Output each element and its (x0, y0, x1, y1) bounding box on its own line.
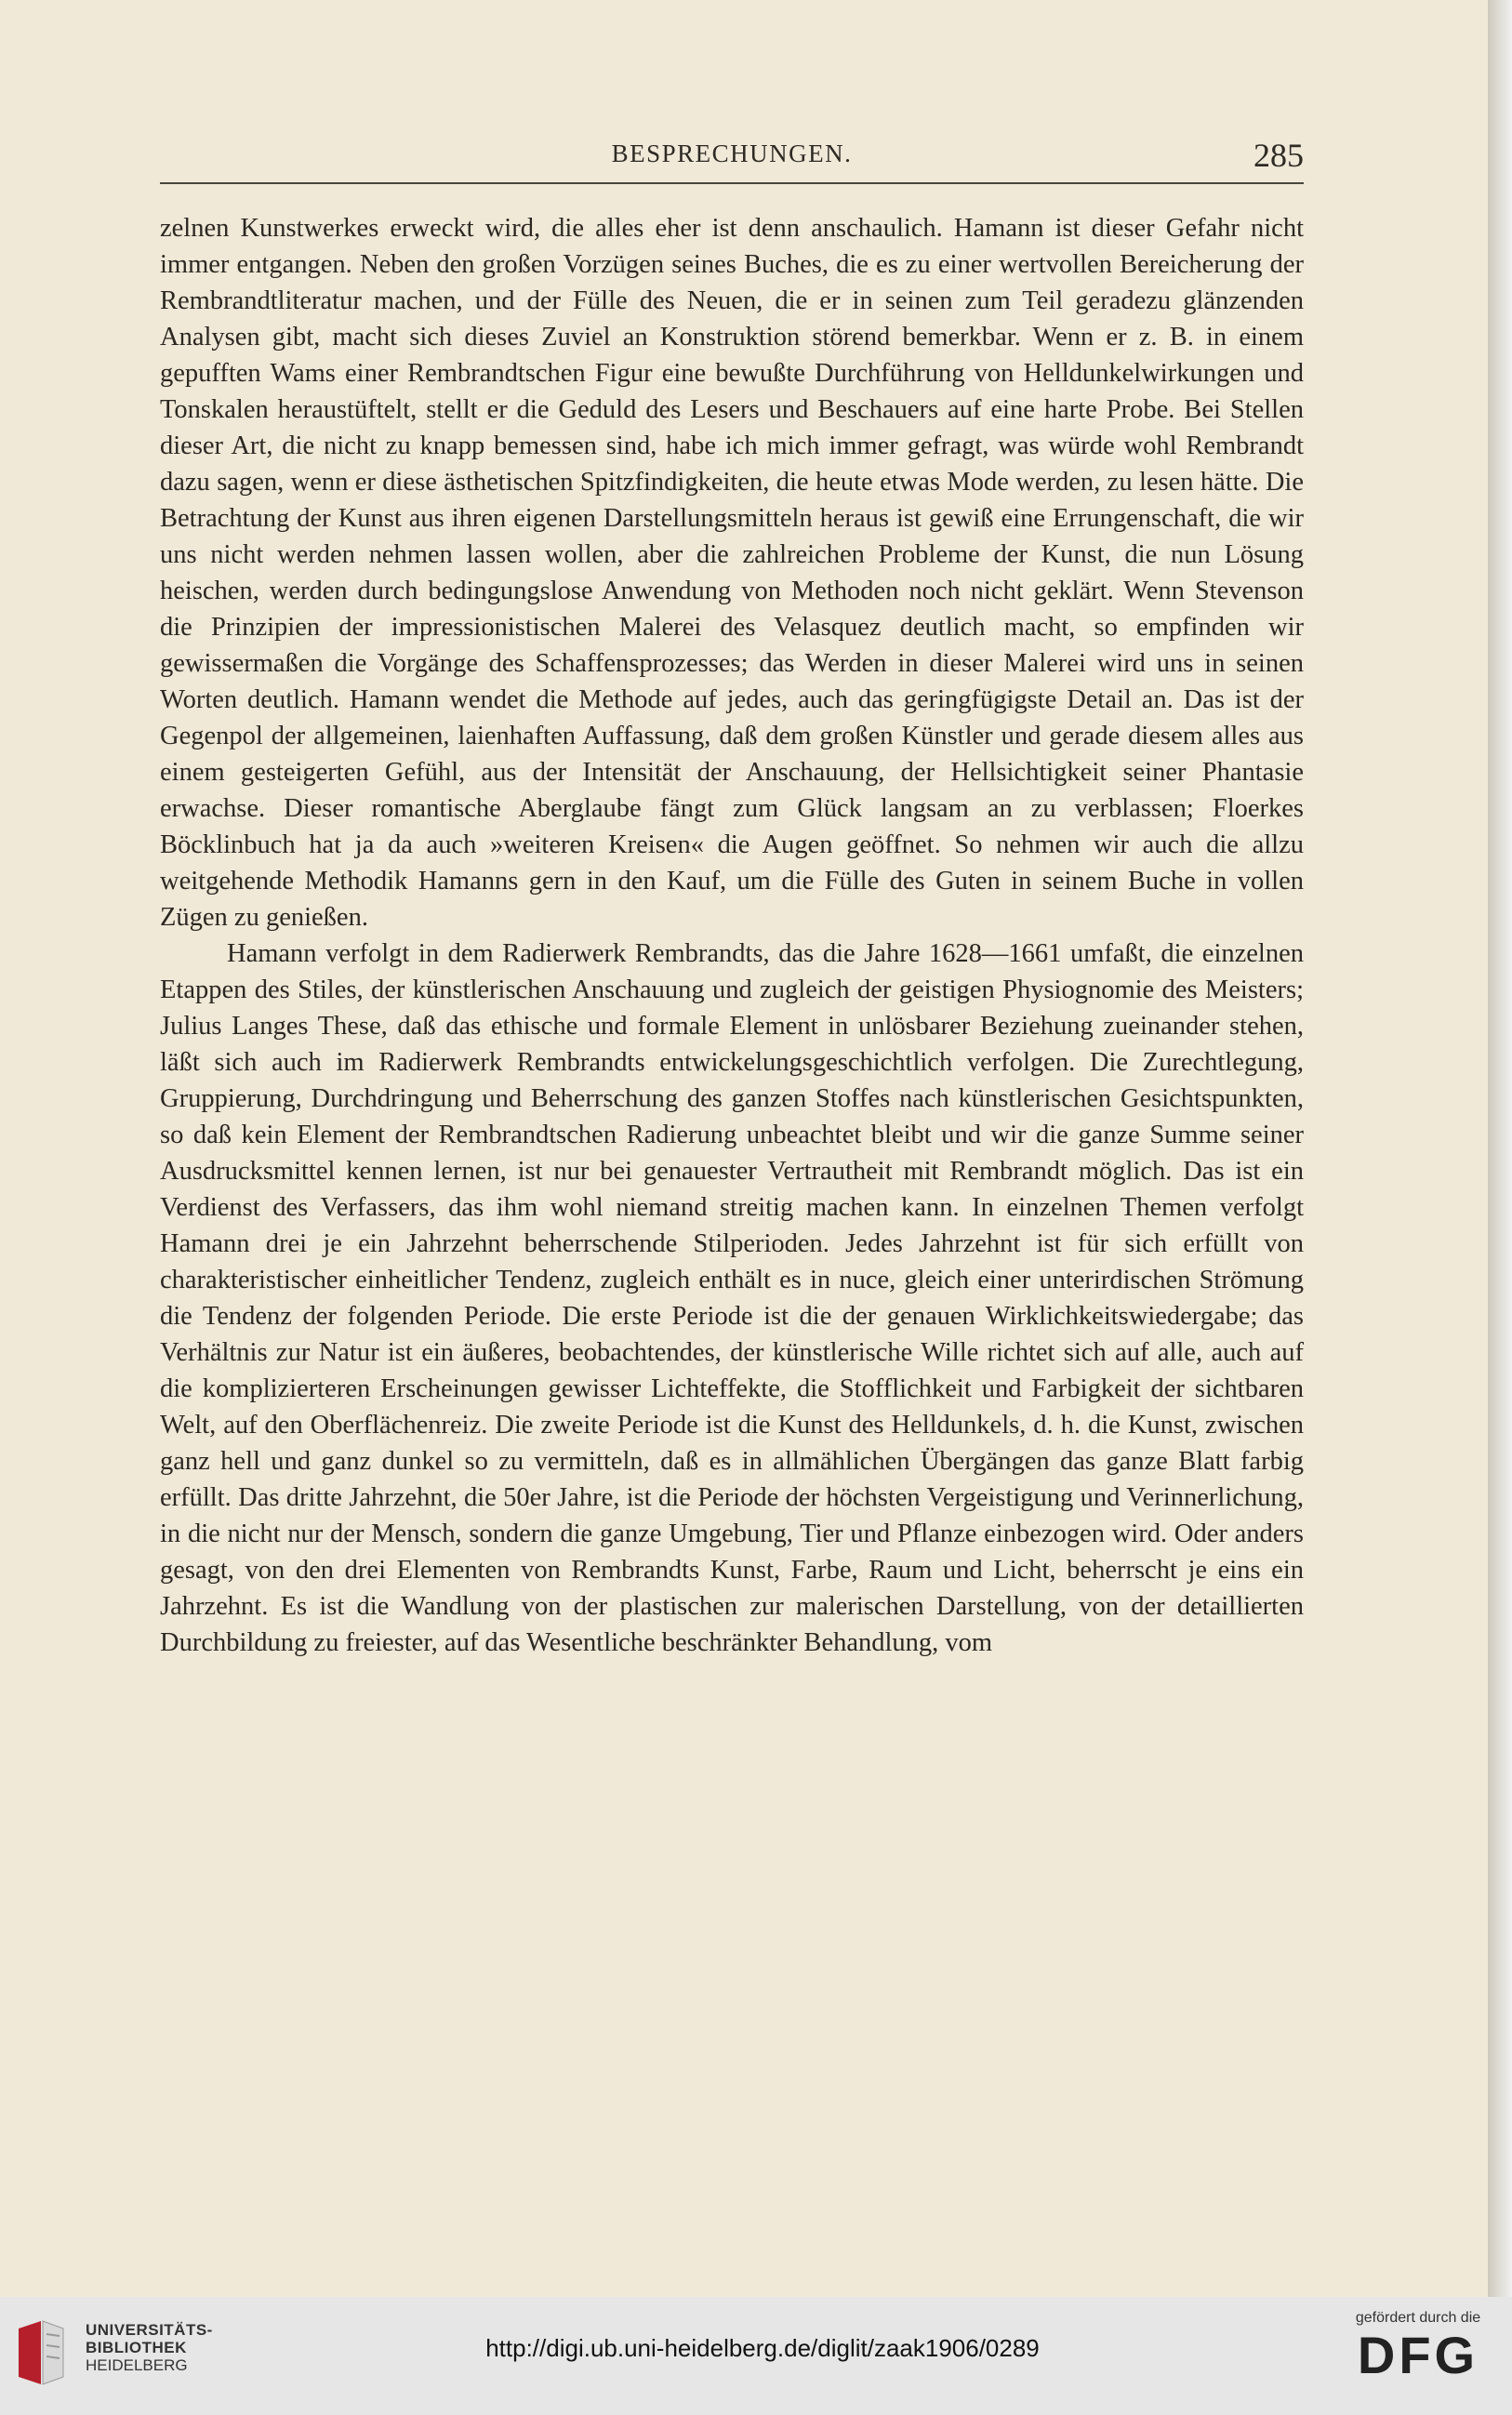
library-line-1: UNIVERSITÄTS- (86, 2321, 213, 2339)
paragraph-1: zelnen Kunstwerkes erweckt wird, die alles eher ist denn anschaulich. Hamann ist dieser Gefahr nicht immer entgangen. Neben den großen Vorzügen seines Buches, die es zu einer wertvollen Bereicherung der Rembrandtliteratur machen, und der Fülle des Neuen, die er in seinen zum Teil geradezu glänzenden Analysen gibt, macht sich dieses Zuviel an Konstruktion störend bemerkbar. Wenn er z. B. in einem gepufften Wams einer Rembrandtschen Figur eine bewußte Durchführung von Helldunkelwirkungen und Tonskalen heraustüftelt, stellt er die Geduld des Lesers und Beschauers auf eine harte Probe. Bei Stellen dieser Art, die nicht zu knapp bemessen sind, habe ich mich immer gefragt, was würde wohl Rembrandt dazu sagen, wenn er diese ästhetischen Spitzfindigkeiten, die heute etwas Mode werden, zu lesen hätte. Die Betrachtung der Kunst aus ihren eigenen Darstellungsmitteln heraus ist gewiß eine Errungenschaft, die wir uns nicht werden nehmen lassen wollen, aber die zahlreichen Probleme der Kunst, die nun Lösung heischen, werden durch bedingungslose Anwendung von Methoden noch nicht geklärt. Wenn Stevenson die Prinzipien der impressionistischen Malerei des Velasquez deutlich macht, so empfinden wir gewissermaßen die Vorgänge des Schaffensprozesses; das Werden in dieser Malerei wird uns in seinen Worten deutlich. Hamann wendet die Methode auf jedes, auch das geringfügigste Detail an. Das ist der Gegenpol der allgemeinen, laienhaften Auffassung, daß dem großen Künstler und gerade diesem alles aus einem gesteigerten Gefühl, aus der Intensität der Anschauung, der Hellsichtigkeit seiner Phantasie erwachse. Dieser romantische Aberglaube fängt zum Glück langsam an zu verblassen; Floerkes Böcklinbuch hat ja da auch »weiteren Kreisen« die Augen geöffnet. So nehmen wir auch die allzu weitgehende Methodik Hamanns gern in den Kauf, um die Fülle des Guten in seinem Buche in vollen Zügen zu genießen. (160, 214, 1304, 932)
library-line-2: BIBLIOTHEK (86, 2339, 187, 2356)
funder-note: gefördert durch die (1355, 2310, 1481, 2326)
paragraph-2: Hamann verfolgt in dem Radierwerk Rembrandts, das die Jahre 1628—1661 umfaßt, die einzelnen Etappen des Stiles, der künstlerischen Anschauung und zugleich der geistigen Physiognomie des Meisters; Julius Langes These, daß das ethische und formale Element in unlösbarer Beziehung zueinander stehen, läßt sich auch im Radierwerk Rembrandts entwickelungsgeschichtlich verfolgen. Die Zurechtlegung, Gruppierung, Durchdringung und Beherrschung des ganzen Stoffes nach künstlerischen Gesichtspunkten, so daß kein Element der Rembrandtschen Radierung unbeachtet bleibt und wir die ganze Summe seiner Ausdrucksmittel kennen lernen, ist nur bei genauester Vertrautheit mit Rembrandt möglich. Das ist ein Verdienst des Verfassers, das ihm wohl niemand streitig machen kann. In einzelnen Themen verfolgt Hamann drei je ein Jahrzehnt beherrschende Stilperioden. Jedes Jahrzehnt ist für sich erfüllt von charakteristischer einheitlicher Tendenz, zugleich enthält es in nuce, gleich einer unterirdischen Strömung die Tendenz der folgenden Periode. Die erste Periode ist die der genauen Wirklichkeitswiedergabe; das Verhältnis zur Natur ist ein äußeres, beobachtendes, der künstlerische Wille richtet sich auf alle, auch auf die komplizierteren Erscheinungen gewisser Lichteffekte, die Stofflichkeit und Farbigkeit der sichtbaren Welt, auf den Oberflächenreiz. Die zweite Periode ist die Kunst des Helldunkels, d. h. die Kunst, zwischen ganz hell und ganz dunkel so zu vermitteln, daß es in allmählichen Übergängen das ganze Blatt farbig erfüllt. Das dritte Jahrzehnt, die 50er Jahre, ist die Periode der höchsten Vergeistigung und Verinnerlichung, in die nicht nur der Mensch, sondern die ganze Umgebung, Tier und Pflanze einbezogen wird. Oder anders gesagt, von den drei Elementen von Rembrandts Kunst, Farbe, Raum und Licht, beherrscht je eins ein Jahrzehnt. Es ist die Wandlung von der plastischen zur malerischen Darstellung, von der detaillierten Durchbildung zu freiester, auf das Wesentliche beschränkter Behandlung, vom (160, 939, 1304, 1657)
header-rule (160, 182, 1304, 184)
page-edge (1488, 0, 1512, 2297)
permalink-url[interactable]: http://digi.ub.uni-heidelberg.de/diglit/zaak1906/0289 (485, 2334, 1040, 2362)
university-library-logo-icon (15, 2319, 67, 2386)
library-name (86, 2321, 213, 2374)
page-number: 285 (1253, 137, 1304, 174)
page-header (160, 138, 1304, 184)
running-head: BESPRECHUNGEN. (611, 139, 853, 167)
library-line-3: HEIDELBERG (86, 2356, 188, 2374)
body-text (160, 210, 1304, 1661)
dfg-funder (1339, 2310, 1497, 2384)
viewer-footer (0, 2297, 1512, 2415)
dfg-logo-icon: DFG (1357, 2326, 1479, 2384)
